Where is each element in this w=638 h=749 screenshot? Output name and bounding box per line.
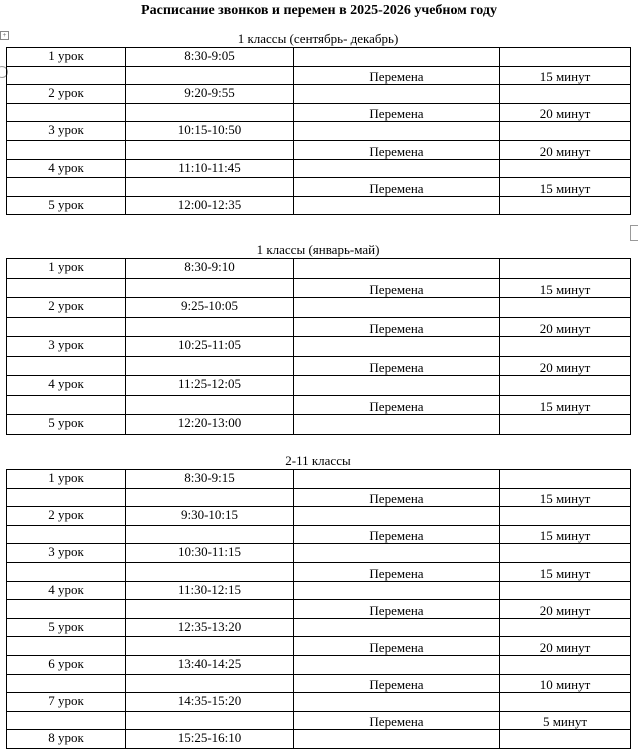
break-label-cell bbox=[294, 618, 500, 637]
lesson-row bbox=[7, 298, 631, 318]
lesson-row bbox=[7, 544, 631, 563]
schedule-table-grades2-11 bbox=[6, 469, 631, 749]
break-row bbox=[7, 525, 631, 544]
lesson-row bbox=[7, 259, 631, 279]
break-label-cell: Перемена bbox=[294, 140, 500, 159]
break-row bbox=[7, 278, 631, 298]
break-row bbox=[7, 674, 631, 693]
break-duration-cell: 15 минут bbox=[500, 525, 631, 544]
break-duration-cell: 20 минут bbox=[500, 600, 631, 619]
time-cell: 11:25-12:05 bbox=[126, 376, 294, 396]
lesson-cell bbox=[7, 637, 126, 656]
break-duration-cell bbox=[500, 730, 631, 749]
break-row bbox=[7, 600, 631, 619]
break-label-cell bbox=[294, 85, 500, 104]
lesson-cell: 3 урок bbox=[7, 544, 126, 563]
break-duration-cell: 15 минут bbox=[500, 562, 631, 581]
break-duration-cell: 15 минут bbox=[500, 488, 631, 507]
break-duration-cell: 20 минут bbox=[500, 356, 631, 376]
break-duration-cell bbox=[500, 581, 631, 600]
time-cell bbox=[126, 356, 294, 376]
lesson-row bbox=[7, 159, 631, 178]
break-duration-cell bbox=[500, 376, 631, 396]
time-cell: 12:35-13:20 bbox=[126, 618, 294, 637]
break-duration-cell bbox=[500, 85, 631, 104]
lesson-cell bbox=[7, 356, 126, 376]
break-label-cell bbox=[294, 196, 500, 215]
time-cell: 13:40-14:25 bbox=[126, 655, 294, 674]
time-cell bbox=[126, 103, 294, 122]
break-duration-cell: 10 минут bbox=[500, 674, 631, 693]
time-cell bbox=[126, 66, 294, 85]
lesson-cell: 2 урок bbox=[7, 298, 126, 318]
break-label-cell bbox=[294, 507, 500, 526]
lesson-cell: 4 урок bbox=[7, 376, 126, 396]
break-label-cell: Перемена bbox=[294, 674, 500, 693]
break-label-cell bbox=[294, 298, 500, 318]
break-row bbox=[7, 103, 631, 122]
lesson-cell: 4 урок bbox=[7, 581, 126, 600]
lesson-cell: 3 урок bbox=[7, 337, 126, 357]
lesson-cell bbox=[7, 140, 126, 159]
break-label-cell: Перемена bbox=[294, 637, 500, 656]
lesson-cell: 2 урок bbox=[7, 507, 126, 526]
break-label-cell bbox=[294, 415, 500, 435]
lesson-row bbox=[7, 581, 631, 600]
table-caption-grade1-autumn: 1 классы (сентябрь- декабрь) bbox=[237, 31, 399, 46]
break-duration-cell bbox=[500, 298, 631, 318]
time-cell: 8:30-9:05 bbox=[126, 48, 294, 67]
break-duration-cell bbox=[500, 159, 631, 178]
lesson-cell bbox=[7, 278, 126, 298]
time-cell bbox=[126, 600, 294, 619]
break-row bbox=[7, 356, 631, 376]
break-duration-cell bbox=[500, 337, 631, 357]
time-cell bbox=[126, 395, 294, 415]
break-label-cell bbox=[294, 581, 500, 600]
break-duration-cell: 20 минут bbox=[500, 637, 631, 656]
time-cell bbox=[126, 637, 294, 656]
break-duration-cell: 15 минут bbox=[500, 178, 631, 197]
time-cell: 11:30-12:15 bbox=[126, 581, 294, 600]
lesson-cell: 4 урок bbox=[7, 159, 126, 178]
time-cell: 10:15-10:50 bbox=[126, 122, 294, 141]
table-resize-handle-icon[interactable] bbox=[630, 225, 638, 241]
time-cell: 12:20-13:00 bbox=[126, 415, 294, 435]
break-label-cell: Перемена bbox=[294, 562, 500, 581]
table-caption-grades2-11: 2-11 классы bbox=[285, 453, 351, 468]
break-label-cell bbox=[294, 470, 500, 489]
lesson-cell bbox=[7, 488, 126, 507]
break-duration-cell bbox=[500, 415, 631, 435]
break-label-cell bbox=[294, 730, 500, 749]
time-cell bbox=[126, 525, 294, 544]
schedule-table-grade1-spring bbox=[6, 258, 631, 435]
lesson-row bbox=[7, 415, 631, 435]
break-duration-cell: 20 минут bbox=[500, 103, 631, 122]
break-label-cell bbox=[294, 655, 500, 674]
time-cell: 14:35-15:20 bbox=[126, 693, 294, 712]
time-cell bbox=[126, 711, 294, 730]
break-row bbox=[7, 562, 631, 581]
lesson-cell bbox=[7, 395, 126, 415]
lesson-cell bbox=[7, 525, 126, 544]
time-cell: 12:00-12:35 bbox=[126, 196, 294, 215]
break-label-cell: Перемена bbox=[294, 317, 500, 337]
break-row bbox=[7, 140, 631, 159]
lesson-cell: 5 урок bbox=[7, 415, 126, 435]
break-duration-cell: 20 минут bbox=[500, 317, 631, 337]
break-label-cell: Перемена bbox=[294, 711, 500, 730]
break-label-cell bbox=[294, 122, 500, 141]
lesson-row bbox=[7, 507, 631, 526]
break-row bbox=[7, 317, 631, 337]
time-cell: 8:30-9:10 bbox=[126, 259, 294, 279]
lesson-row bbox=[7, 48, 631, 67]
break-label-cell bbox=[294, 376, 500, 396]
time-cell: 9:25-10:05 bbox=[126, 298, 294, 318]
lesson-row bbox=[7, 470, 631, 489]
time-cell bbox=[126, 178, 294, 197]
time-cell bbox=[126, 140, 294, 159]
lesson-row bbox=[7, 376, 631, 396]
lesson-cell bbox=[7, 711, 126, 730]
time-cell bbox=[126, 488, 294, 507]
lesson-cell: 1 урок bbox=[7, 48, 126, 67]
lesson-row bbox=[7, 693, 631, 712]
break-label-cell bbox=[294, 337, 500, 357]
lesson-cell: 3 урок bbox=[7, 122, 126, 141]
break-label-cell bbox=[294, 693, 500, 712]
time-cell: 11:10-11:45 bbox=[126, 159, 294, 178]
break-label-cell: Перемена bbox=[294, 525, 500, 544]
break-label-cell bbox=[294, 544, 500, 563]
lesson-row bbox=[7, 122, 631, 141]
break-duration-cell bbox=[500, 693, 631, 712]
lesson-cell: 8 урок bbox=[7, 730, 126, 749]
lesson-cell bbox=[7, 600, 126, 619]
break-duration-cell: 5 минут bbox=[500, 711, 631, 730]
time-cell bbox=[126, 562, 294, 581]
lesson-cell bbox=[7, 674, 126, 693]
break-row bbox=[7, 637, 631, 656]
break-label-cell: Перемена bbox=[294, 395, 500, 415]
break-row bbox=[7, 178, 631, 197]
lesson-cell: 2 урок bbox=[7, 85, 126, 104]
schedule-table-grade1-autumn bbox=[6, 47, 631, 215]
lesson-cell bbox=[7, 66, 126, 85]
lesson-cell bbox=[7, 178, 126, 197]
break-duration-cell bbox=[500, 507, 631, 526]
lesson-cell: 7 урок bbox=[7, 693, 126, 712]
time-cell: 10:25-11:05 bbox=[126, 337, 294, 357]
break-label-cell: Перемена bbox=[294, 278, 500, 298]
time-cell: 9:20-9:55 bbox=[126, 85, 294, 104]
break-label-cell: Перемена bbox=[294, 600, 500, 619]
break-row bbox=[7, 66, 631, 85]
break-duration-cell bbox=[500, 544, 631, 563]
break-label-cell bbox=[294, 159, 500, 178]
break-label-cell bbox=[294, 259, 500, 279]
break-label-cell: Перемена bbox=[294, 488, 500, 507]
break-label-cell: Перемена bbox=[294, 356, 500, 376]
lesson-row bbox=[7, 655, 631, 674]
lesson-cell bbox=[7, 562, 126, 581]
lesson-cell: 5 урок bbox=[7, 618, 126, 637]
break-row bbox=[7, 395, 631, 415]
time-cell bbox=[126, 278, 294, 298]
break-label-cell bbox=[294, 48, 500, 67]
time-cell: 15:25-16:10 bbox=[126, 730, 294, 749]
break-duration-cell: 15 минут bbox=[500, 66, 631, 85]
time-cell: 8:30-9:15 bbox=[126, 470, 294, 489]
time-cell: 9:30-10:15 bbox=[126, 507, 294, 526]
break-row bbox=[7, 488, 631, 507]
lesson-cell: 1 урок bbox=[7, 470, 126, 489]
lesson-cell: 6 урок bbox=[7, 655, 126, 674]
lesson-cell: 5 урок bbox=[7, 196, 126, 215]
lesson-row bbox=[7, 618, 631, 637]
break-duration-cell bbox=[500, 196, 631, 215]
break-duration-cell bbox=[500, 48, 631, 67]
lesson-row bbox=[7, 730, 631, 749]
break-duration-cell: 15 минут bbox=[500, 395, 631, 415]
lesson-row bbox=[7, 337, 631, 357]
time-cell bbox=[126, 674, 294, 693]
lesson-cell: 1 урок bbox=[7, 259, 126, 279]
page-title: Расписание звонков и перемен в 2025-2026 учебном году bbox=[141, 3, 497, 18]
table-move-handle-icon[interactable]: + bbox=[0, 31, 9, 40]
time-cell: 10:30-11:15 bbox=[126, 544, 294, 563]
break-label-cell: Перемена bbox=[294, 66, 500, 85]
break-duration-cell bbox=[500, 618, 631, 637]
break-row bbox=[7, 711, 631, 730]
break-label-cell: Перемена bbox=[294, 178, 500, 197]
break-label-cell: Перемена bbox=[294, 103, 500, 122]
break-duration-cell bbox=[500, 259, 631, 279]
break-duration-cell: 15 минут bbox=[500, 278, 631, 298]
lesson-row bbox=[7, 196, 631, 215]
break-duration-cell bbox=[500, 122, 631, 141]
lesson-cell bbox=[7, 103, 126, 122]
lesson-cell bbox=[7, 317, 126, 337]
break-duration-cell bbox=[500, 470, 631, 489]
lesson-row bbox=[7, 85, 631, 104]
break-duration-cell: 20 минут bbox=[500, 140, 631, 159]
table-caption-grade1-spring: 1 классы (январь-май) bbox=[256, 242, 380, 257]
time-cell bbox=[126, 317, 294, 337]
break-duration-cell bbox=[500, 655, 631, 674]
